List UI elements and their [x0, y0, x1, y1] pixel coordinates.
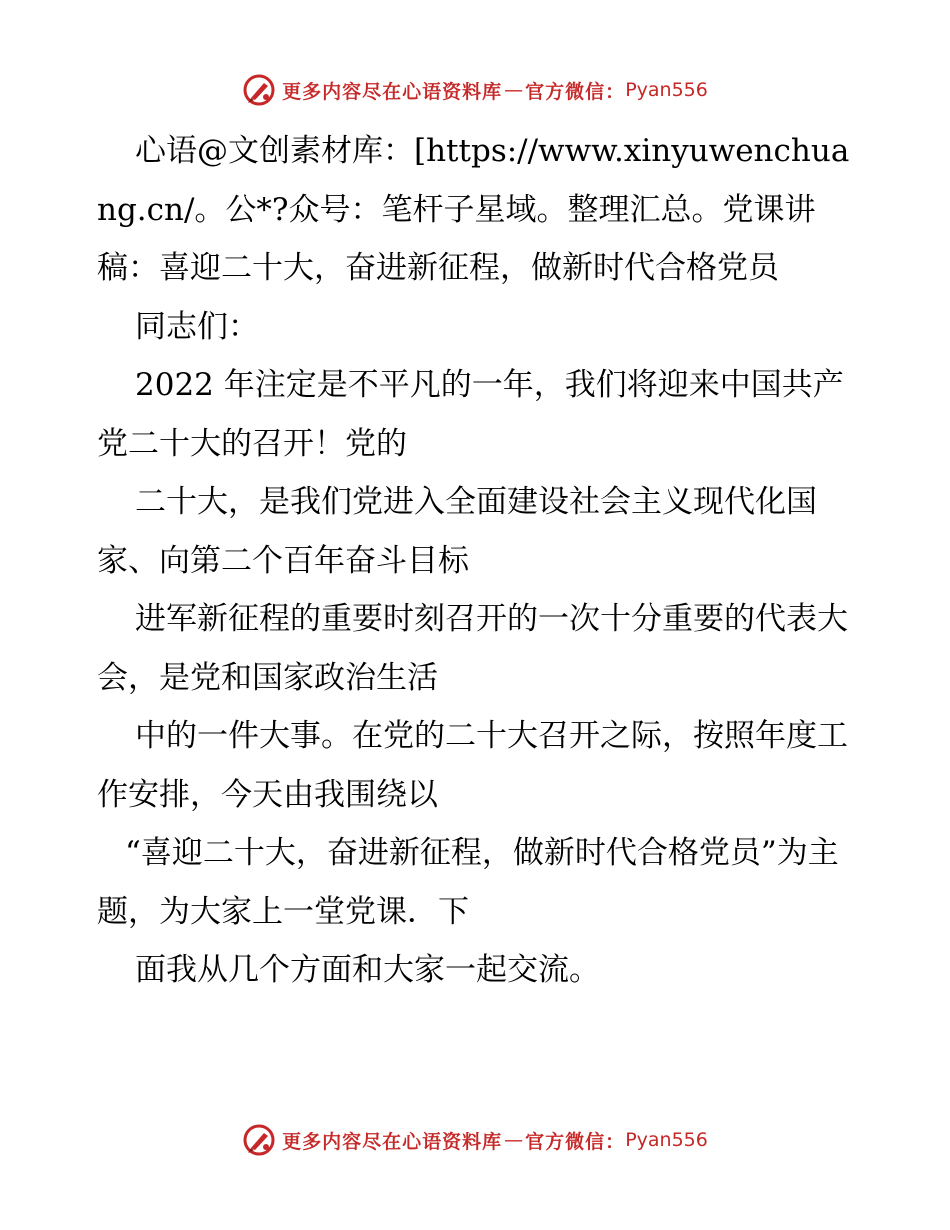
document-body [97, 122, 857, 1000]
header-watermark-banner [0, 70, 950, 110]
banner-wechat-label: 官方微信： [525, 1130, 626, 1153]
footer-watermark-banner [0, 1120, 950, 1160]
body-paragraph: 二十大，是我们党进入全面建设社会主义现代化国家、向第二个百年奋斗目标 [97, 484, 817, 579]
banner-main-text: 更多内容尽在心语资料库 [282, 1130, 503, 1153]
brush-logo-icon [242, 73, 276, 107]
body-paragraph: 中的一件大事。在党的二十大召开之际，按照年度工作安排，今天由我围绕以 [97, 718, 848, 813]
banner-separator: — [504, 79, 524, 101]
brush-logo-icon [242, 1123, 276, 1157]
banner-separator: — [504, 1129, 524, 1151]
document-title-paragraph: 心语@文创素材库：[https://www.xinyuwenchuang.cn/。公*?众号：笔杆子星域。整理汇总。党课讲稿：喜迎二十大，奋进新征程，做新时代合格党员 [97, 133, 850, 286]
banner-wechat-account: Pyan556 [625, 79, 708, 101]
body-paragraph: 2022 年注定是不平凡的一年，我们将迎来中国共产党二十大的召开！党的 [97, 367, 844, 462]
banner-wechat-label: 官方微信： [525, 80, 626, 103]
salutation-paragraph: 同志们： [135, 308, 259, 345]
banner-main-text: 更多内容尽在心语资料库 [282, 80, 503, 103]
body-paragraph: “喜迎二十大，奋进新征程，做新时代合格党员”为主题，为大家上一堂党课．下 [97, 835, 839, 930]
banner-wechat-account: Pyan556 [625, 1129, 708, 1151]
body-paragraph: 进军新征程的重要时刻召开的一次十分重要的代表大会，是党和国家政治生活 [97, 601, 848, 696]
body-paragraph: 面我从几个方面和大家一起交流。 [135, 952, 600, 988]
